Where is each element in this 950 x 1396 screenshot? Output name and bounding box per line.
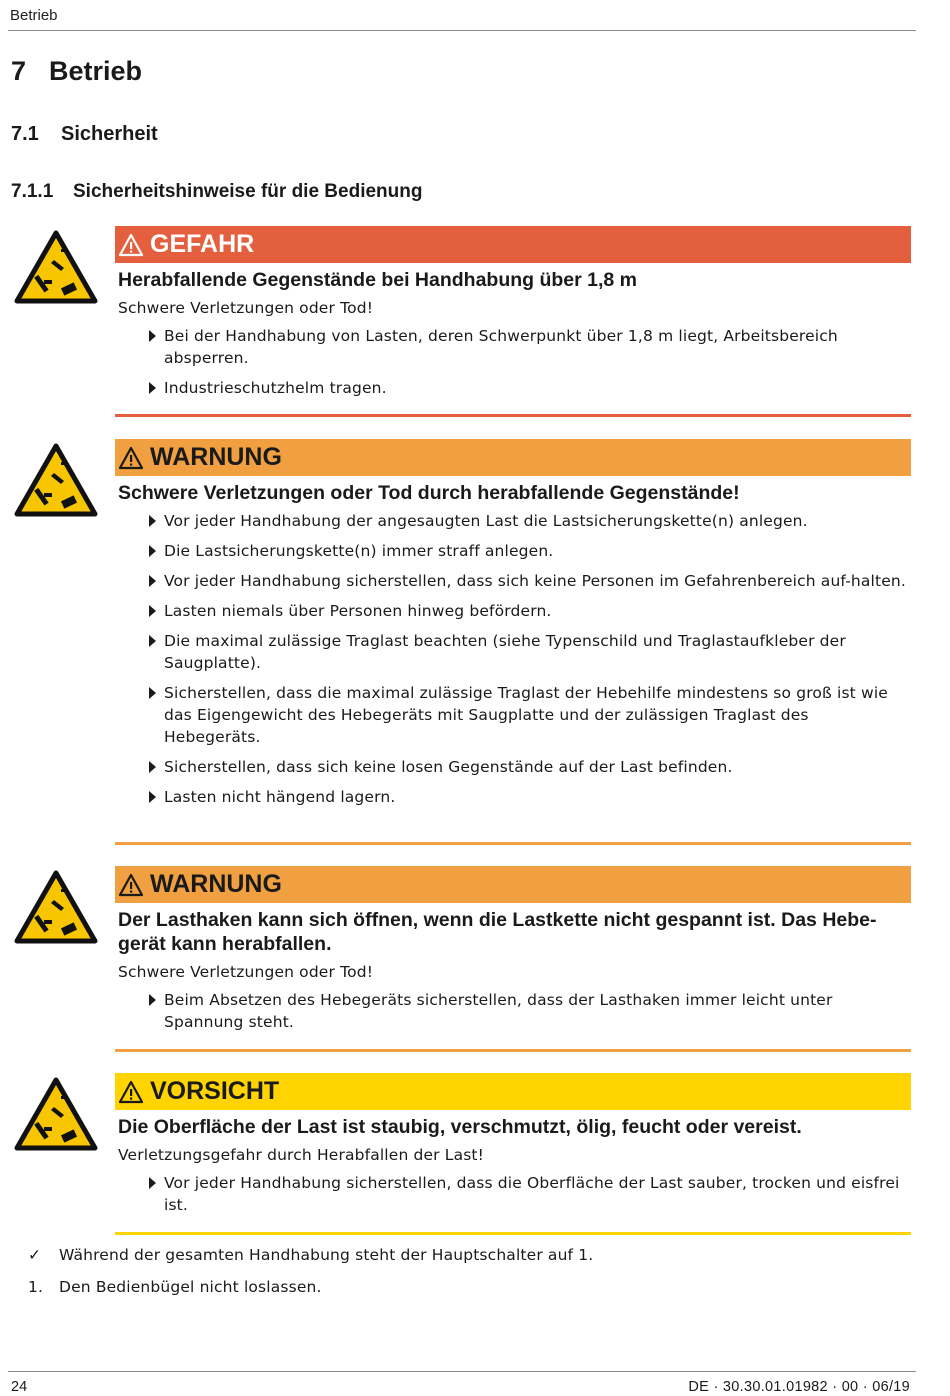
notice-title: Die Oberfläche der Last ist staubig, verschmutzt, ölig, feucht oder vereist. [118, 1116, 802, 1138]
document-id: DE · 30.30.01.01982 · 00 · 06/19 [688, 1379, 910, 1395]
notice-measures [118, 325, 908, 399]
notice-consequence: Schwere Verletzungen oder Tod! [118, 299, 374, 317]
warning-triangle-icon [118, 1080, 144, 1104]
list-item: Die maximal zulässige Traglast beachten (siehe Typenschild und Traglastaufkleber der Saugplatte). [118, 630, 908, 674]
notice-body [118, 481, 908, 816]
bullet-arrow-icon [149, 687, 156, 699]
notice-body [118, 908, 908, 1041]
step-line [28, 1278, 322, 1296]
list-item: Sicherstellen, dass die maximal zulässige Traglast der Hebehilfe mindestens so groß ist wie das Eigengewicht des Hebegeräts mit Saugplatte und der zulässigen Traglast des Hebegeräts. [118, 682, 908, 748]
running-header: Betrieb [10, 7, 58, 24]
notice-title: Schwere Verletzungen oder Tod durch herabfallende Gegenstände! [118, 482, 740, 504]
falling-objects-warning-icon [14, 1077, 98, 1151]
notice-measures [118, 989, 908, 1033]
notice-bottom-rule [115, 414, 911, 417]
falling-objects-warning-icon [14, 230, 98, 304]
bullet-arrow-icon [149, 330, 156, 342]
list-item: Lasten niemals über Personen hinweg befördern. [118, 600, 908, 622]
chapter-heading [11, 56, 142, 87]
bullet-arrow-icon [149, 515, 156, 527]
notice-bottom-rule [115, 1232, 911, 1235]
bullet-arrow-icon [149, 791, 156, 803]
bullet-arrow-icon [149, 382, 156, 394]
section-heading [11, 123, 158, 146]
subsection-number: 7.1.1 [11, 181, 54, 202]
checkmark-icon: ✓ [28, 1246, 42, 1264]
signal-bar [115, 439, 911, 476]
notice-consequence: Schwere Verletzungen oder Tod! [118, 963, 374, 981]
chapter-number: 7 [11, 56, 27, 86]
section-title: Sicherheit [61, 123, 158, 145]
bullet-arrow-icon [149, 545, 156, 557]
result-line [28, 1246, 593, 1264]
step-number: 1. [28, 1278, 44, 1296]
falling-objects-warning-icon [14, 870, 98, 944]
bullet-arrow-icon [149, 605, 156, 617]
notice-bottom-rule [115, 1049, 911, 1052]
notice-title: Der Lasthaken kann sich öffnen, wenn die Lastkette nicht gespannt ist. Das Hebe-gerät kann herabfallen. [118, 909, 877, 955]
list-item: Vor jeder Handhabung sicherstellen, dass die Oberfläche der Last sauber, trocken und eisfrei ist. [118, 1172, 908, 1216]
list-item: Vor jeder Handhabung der angesaugten Last die Lastsicherungskette(n) anlegen. [118, 510, 908, 532]
bullet-arrow-icon [149, 635, 156, 647]
signal-bar [115, 1073, 911, 1110]
list-item: Sicherstellen, dass sich keine losen Gegenstände auf der Last befinden. [118, 756, 908, 778]
list-item: Beim Absetzen des Hebegeräts sicherstellen, dass der Lasthaken immer leicht unter Spannung steht. [118, 989, 908, 1033]
bullet-arrow-icon [149, 575, 156, 587]
notice-consequence: Verletzungsgefahr durch Herabfallen der Last! [118, 1146, 485, 1164]
subsection-title: Sicherheitshinweise für die Bedienung [73, 181, 423, 202]
signal-word: WARNUNG [150, 870, 282, 898]
signal-bar [115, 226, 911, 263]
notice-body [118, 1115, 908, 1224]
list-item: Bei der Handhabung von Lasten, deren Schwerpunkt über 1,8 m liegt, Arbeitsbereich absperren. [118, 325, 908, 369]
list-item: Die Lastsicherungskette(n) immer straff anlegen. [118, 540, 908, 562]
list-item: Industrieschutzhelm tragen. [118, 377, 908, 399]
bullet-arrow-icon [149, 761, 156, 773]
notice-body [118, 268, 908, 407]
list-item: Lasten nicht hängend lagern. [118, 786, 908, 808]
footer-divider [8, 1371, 916, 1372]
signal-word: WARNUNG [150, 443, 282, 471]
header-divider [8, 30, 916, 31]
list-item: Vor jeder Handhabung sicherstellen, dass sich keine Personen im Gefahrenbereich auf-halten. [118, 570, 908, 592]
signal-bar [115, 866, 911, 903]
notice-bottom-rule [115, 842, 911, 845]
section-number: 7.1 [11, 123, 39, 145]
falling-objects-warning-icon [14, 443, 98, 517]
warning-triangle-icon [118, 233, 144, 257]
warning-triangle-icon [118, 446, 144, 470]
warning-triangle-icon [118, 873, 144, 897]
notice-measures [118, 1172, 908, 1216]
page-number: 24 [11, 1379, 28, 1395]
signal-word: VORSICHT [150, 1077, 280, 1105]
bullet-arrow-icon [149, 994, 156, 1006]
signal-word: GEFAHR [150, 230, 255, 258]
notice-title: Herabfallende Gegenstände bei Handhabung über 1,8 m [118, 269, 638, 291]
chapter-title: Betrieb [49, 56, 143, 86]
notice-measures [118, 510, 908, 808]
result-text: Während der gesamten Handhabung steht der Hauptschalter auf 1. [59, 1246, 594, 1264]
step-text: Den Bedienbügel nicht loslassen. [59, 1278, 322, 1296]
subsection-heading [11, 181, 422, 203]
bullet-arrow-icon [149, 1177, 156, 1189]
